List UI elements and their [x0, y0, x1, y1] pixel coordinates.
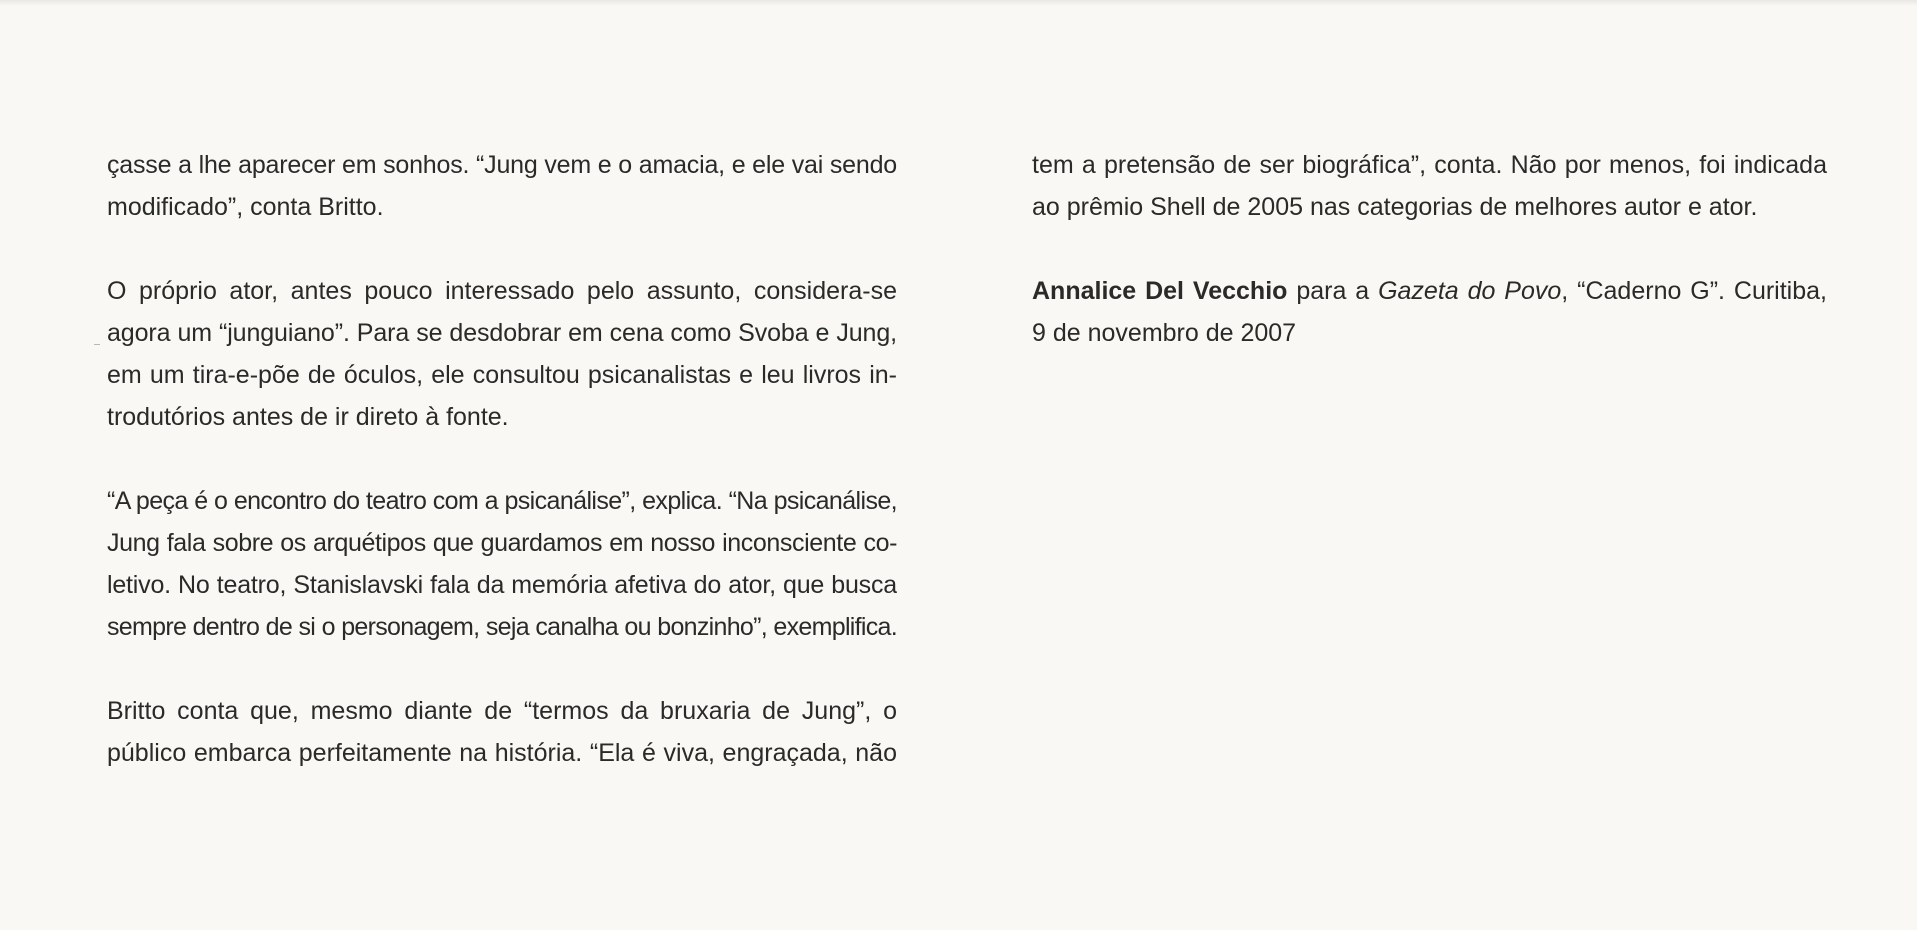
text-line: “A peça é o encontro do teatro com a psicanálise”, explica. “Na psicanálise,: [107, 487, 897, 515]
page-top-shadow: [0, 0, 1917, 6]
left-text-column: [107, 144, 897, 816]
text-line: trodutórios antes de ir direto à fonte.: [107, 403, 509, 431]
text-line: público embarca perfeitamente na história. “Ela é viva, engraçada, não: [107, 739, 897, 767]
text-line: Britto conta que, mesmo diante de “termos da bruxaria de Jung”, o: [107, 697, 897, 725]
margin-mark: [94, 344, 100, 345]
paragraph-1: [107, 144, 897, 228]
paragraph-2: [107, 270, 897, 438]
text-line: sempre dentro de si o personagem, seja canalha ou bonzinho”, exemplifica.: [107, 613, 897, 641]
credit-rest: , “Caderno G”. Curitiba,: [1561, 277, 1827, 305]
text-line: agora um “junguiano”. Para se desdobrar em cena como Svoba e Jung,: [107, 319, 897, 347]
text-line: tem a pretensão de ser biográfica”, conta. Não por menos, foi indicada: [1032, 151, 1827, 179]
paragraph-4: [107, 690, 897, 774]
credit-connector: para a: [1287, 277, 1379, 305]
credit-line: [1032, 270, 1827, 312]
paragraph-3: [107, 480, 897, 648]
credit-date: 9 de novembro de 2007: [1032, 319, 1297, 347]
text-line: çasse a lhe aparecer em sonhos. “Jung vem e o amacia, e ele vai sendo: [107, 151, 897, 179]
author-credit: [1032, 270, 1827, 354]
right-text-column: [1032, 144, 1827, 396]
text-line: ao prêmio Shell de 2005 nas categorias de melhores autor e ator.: [1032, 193, 1758, 221]
text-line: modificado”, conta Britto.: [107, 193, 384, 221]
paragraph-continued: [1032, 144, 1827, 228]
text-line: em um tira-e-põe de óculos, ele consultou psicanalistas e leu livros in-: [107, 361, 897, 389]
text-line: letivo. No teatro, Stanislavski fala da memória afetiva do ator, que busca: [107, 571, 897, 599]
text-line: O próprio ator, antes pouco interessado pelo assunto, considera-se: [107, 277, 897, 305]
credit-author: Annalice Del Vecchio: [1032, 277, 1288, 305]
text-line: Jung fala sobre os arquétipos que guardamos em nosso inconsciente co-: [107, 529, 897, 557]
credit-publication: Gazeta do Povo: [1378, 277, 1562, 305]
